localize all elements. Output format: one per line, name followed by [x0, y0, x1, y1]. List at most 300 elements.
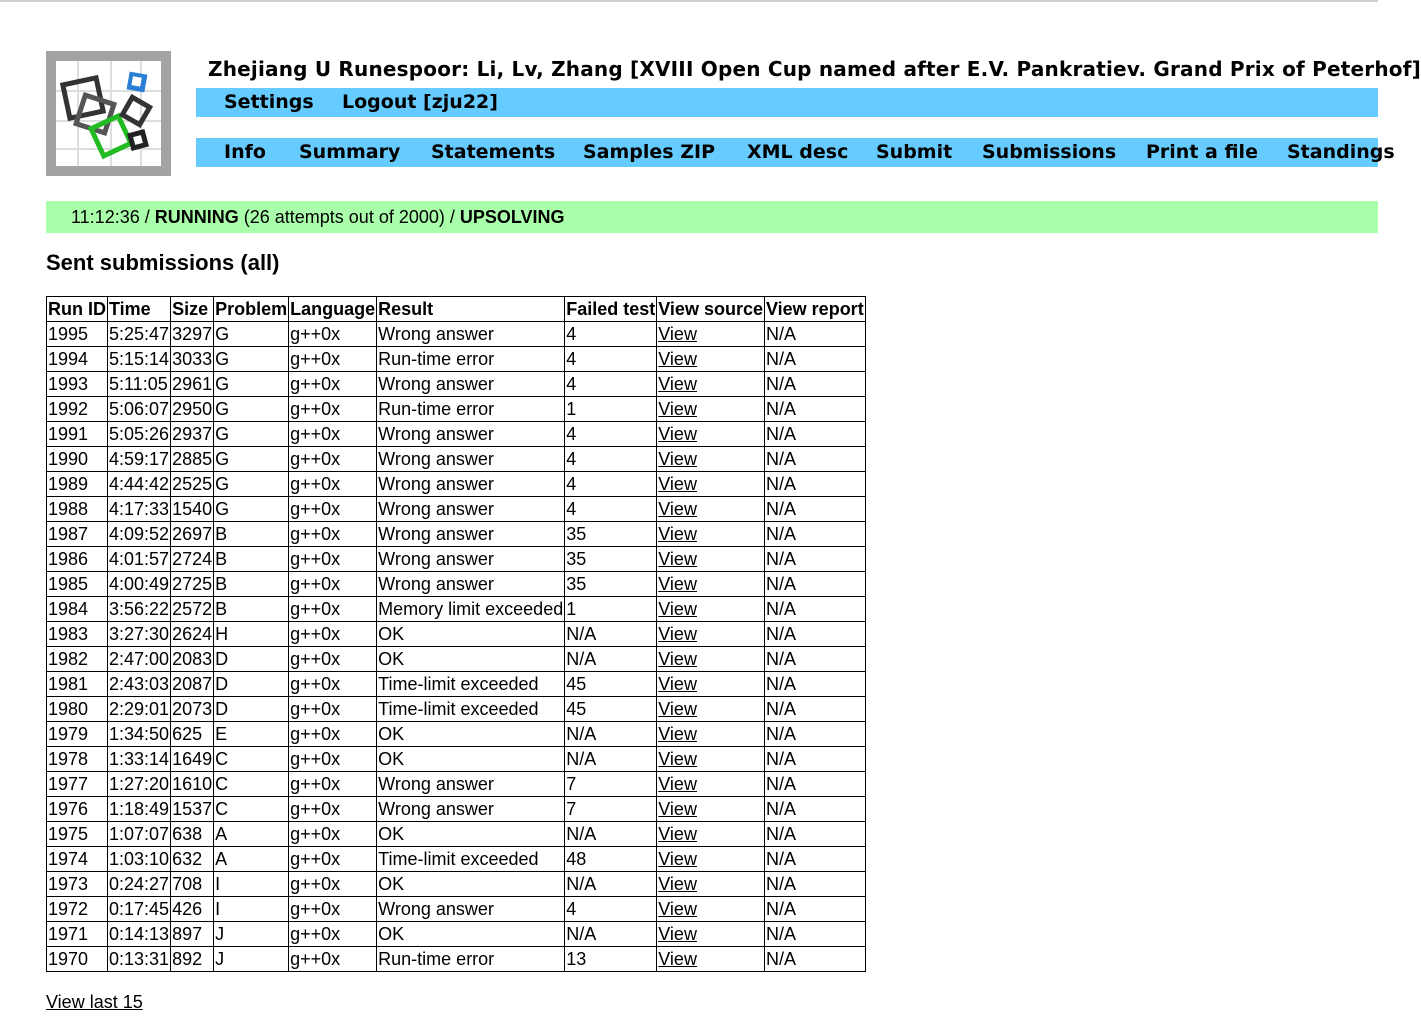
- view-source-link[interactable]: View: [658, 523, 697, 544]
- main-nav: [196, 138, 1395, 167]
- view-report-cell: N/A: [764, 822, 865, 847]
- result-cell: Wrong answer: [377, 547, 565, 572]
- run-id-cell: 1985: [47, 572, 108, 597]
- view-report-cell: N/A: [764, 922, 865, 947]
- result-cell: Time-limit exceeded: [377, 697, 565, 722]
- view-source-link[interactable]: View: [658, 848, 697, 869]
- problem-cell: B: [214, 597, 289, 622]
- failed-test-cell: 45: [565, 672, 657, 697]
- table-row: [47, 647, 866, 672]
- table-row: [47, 597, 866, 622]
- result-cell: Run-time error: [377, 397, 565, 422]
- result-cell: Time-limit exceeded: [377, 672, 565, 697]
- problem-cell: E: [214, 722, 289, 747]
- contest-title: Zhejiang U Runespoor: Li, Lv, Zhang [XVIII Open Cup named after E.V. Pankratiev. Grand Prix of Peterhof]: [208, 57, 1421, 81]
- result-cell: Wrong answer: [377, 897, 565, 922]
- time-cell: 4:59:17: [108, 447, 171, 472]
- problem-cell: I: [214, 872, 289, 897]
- contest-state: RUNNING: [154, 207, 239, 227]
- time-cell: 1:33:14: [108, 747, 171, 772]
- result-cell: OK: [377, 922, 565, 947]
- language-cell: g++0x: [289, 947, 377, 972]
- time-cell: 5:15:14: [108, 347, 171, 372]
- problem-cell: G: [214, 372, 289, 397]
- run-id-cell: 1972: [47, 897, 108, 922]
- view-source-link[interactable]: View: [658, 648, 697, 669]
- language-cell: g++0x: [289, 347, 377, 372]
- table-row: [47, 347, 866, 372]
- result-cell: Run-time error: [377, 947, 565, 972]
- failed-test-cell: 4: [565, 422, 657, 447]
- size-cell: 2724: [171, 547, 214, 572]
- time-cell: 0:17:45: [108, 897, 171, 922]
- size-cell: 1540: [171, 497, 214, 522]
- problem-cell: G: [214, 322, 289, 347]
- failed-test-cell: 4: [565, 447, 657, 472]
- view-source-cell: [657, 472, 765, 497]
- run-id-cell: 1974: [47, 847, 108, 872]
- problem-cell: I: [214, 897, 289, 922]
- run-id-cell: 1981: [47, 672, 108, 697]
- col-run-id: Run ID: [47, 297, 108, 322]
- col-language: Language: [289, 297, 377, 322]
- result-cell: OK: [377, 872, 565, 897]
- table-row: [47, 422, 866, 447]
- run-id-cell: 1980: [47, 697, 108, 722]
- failed-test-cell: 4: [565, 497, 657, 522]
- view-source-cell: [657, 847, 765, 872]
- size-cell: 2885: [171, 447, 214, 472]
- server-time: 11:12:36: [71, 207, 140, 227]
- language-cell: g++0x: [289, 472, 377, 497]
- view-source-link[interactable]: View: [658, 748, 697, 769]
- view-report-cell: N/A: [764, 672, 865, 697]
- view-report-cell: N/A: [764, 322, 865, 347]
- view-source-cell: [657, 822, 765, 847]
- failed-test-cell: 4: [565, 897, 657, 922]
- page-title: Sent submissions (all): [46, 250, 280, 275]
- failed-test-cell: 35: [565, 572, 657, 597]
- language-cell: g++0x: [289, 572, 377, 597]
- language-cell: g++0x: [289, 897, 377, 922]
- failed-test-cell: N/A: [565, 722, 657, 747]
- view-source-link[interactable]: View: [658, 723, 697, 744]
- time-cell: 2:43:03: [108, 672, 171, 697]
- contest-status-bar: [46, 201, 1378, 233]
- view-source-cell: [657, 722, 765, 747]
- time-cell: 3:27:30: [108, 622, 171, 647]
- time-cell: 1:27:20: [108, 772, 171, 797]
- size-cell: 2624: [171, 622, 214, 647]
- run-id-cell: 1993: [47, 372, 108, 397]
- run-id-cell: 1992: [47, 397, 108, 422]
- table-row: [47, 397, 866, 422]
- nav-submit[interactable]: Submit: [876, 141, 953, 163]
- language-cell: g++0x: [289, 722, 377, 747]
- run-id-cell: 1973: [47, 872, 108, 897]
- view-report-cell: N/A: [764, 772, 865, 797]
- problem-cell: J: [214, 922, 289, 947]
- failed-test-cell: 45: [565, 697, 657, 722]
- size-cell: 1610: [171, 772, 214, 797]
- table-row: [47, 872, 866, 897]
- time-cell: 0:13:31: [108, 947, 171, 972]
- nav-submissions[interactable]: Submissions: [982, 141, 1117, 163]
- nav-xml-desc[interactable]: XML desc: [747, 141, 849, 163]
- col-result: Result: [377, 297, 565, 322]
- table-row: [47, 772, 866, 797]
- language-cell: g++0x: [289, 397, 377, 422]
- view-report-cell: N/A: [764, 547, 865, 572]
- run-id-cell: 1977: [47, 772, 108, 797]
- failed-test-cell: 7: [565, 797, 657, 822]
- failed-test-cell: 4: [565, 372, 657, 397]
- time-cell: 4:44:42: [108, 472, 171, 497]
- size-cell: 625: [171, 722, 214, 747]
- view-source-link[interactable]: View: [658, 923, 697, 944]
- table-row: [47, 822, 866, 847]
- language-cell: g++0x: [289, 322, 377, 347]
- problem-cell: B: [214, 522, 289, 547]
- view-report-cell: N/A: [764, 347, 865, 372]
- table-row: [47, 747, 866, 772]
- run-id-cell: 1975: [47, 822, 108, 847]
- col-view-source: View source: [657, 297, 765, 322]
- view-source-cell: [657, 797, 765, 822]
- time-cell: 0:14:13: [108, 922, 171, 947]
- failed-test-cell: N/A: [565, 922, 657, 947]
- problem-cell: D: [214, 672, 289, 697]
- view-report-cell: N/A: [764, 572, 865, 597]
- problem-cell: B: [214, 572, 289, 597]
- failed-test-cell: 4: [565, 472, 657, 497]
- problem-cell: G: [214, 472, 289, 497]
- col-problem: Problem: [214, 297, 289, 322]
- language-cell: g++0x: [289, 672, 377, 697]
- table-row: [47, 697, 866, 722]
- view-source-cell: [657, 772, 765, 797]
- failed-test-cell: N/A: [565, 747, 657, 772]
- view-source-link[interactable]: View: [658, 873, 697, 894]
- language-cell: g++0x: [289, 872, 377, 897]
- problem-cell: A: [214, 822, 289, 847]
- nav-statements[interactable]: Statements: [431, 141, 556, 163]
- view-source-cell: [657, 697, 765, 722]
- table-row: [47, 372, 866, 397]
- language-cell: g++0x: [289, 772, 377, 797]
- view-source-cell: [657, 372, 765, 397]
- result-cell: OK: [377, 722, 565, 747]
- problem-cell: D: [214, 647, 289, 672]
- run-id-cell: 1971: [47, 922, 108, 947]
- problem-cell: H: [214, 622, 289, 647]
- table-row: [47, 622, 866, 647]
- time-cell: 1:18:49: [108, 797, 171, 822]
- view-source-link[interactable]: View: [658, 598, 697, 619]
- time-cell: 5:05:26: [108, 422, 171, 447]
- nav-print-file[interactable]: Print a file: [1146, 141, 1258, 163]
- col-time: Time: [108, 297, 171, 322]
- problem-cell: C: [214, 772, 289, 797]
- result-cell: Wrong answer: [377, 447, 565, 472]
- language-cell: g++0x: [289, 647, 377, 672]
- size-cell: 3033: [171, 347, 214, 372]
- top-border: [0, 0, 1378, 2]
- run-id-cell: 1986: [47, 547, 108, 572]
- view-source-link[interactable]: View: [658, 423, 697, 444]
- run-id-cell: 1991: [47, 422, 108, 447]
- run-id-cell: 1976: [47, 797, 108, 822]
- result-cell: Wrong answer: [377, 472, 565, 497]
- run-id-cell: 1983: [47, 622, 108, 647]
- table-row: [47, 847, 866, 872]
- view-source-link[interactable]: View: [658, 548, 697, 569]
- view-report-cell: N/A: [764, 872, 865, 897]
- failed-test-cell: N/A: [565, 622, 657, 647]
- language-cell: g++0x: [289, 447, 377, 472]
- table-row: [47, 447, 866, 472]
- table-row: [47, 322, 866, 347]
- table-row: [47, 522, 866, 547]
- view-report-cell: N/A: [764, 472, 865, 497]
- size-cell: 2725: [171, 572, 214, 597]
- language-cell: g++0x: [289, 372, 377, 397]
- view-source-link[interactable]: View: [658, 448, 697, 469]
- view-report-cell: N/A: [764, 697, 865, 722]
- time-cell: 4:01:57: [108, 547, 171, 572]
- view-source-cell: [657, 322, 765, 347]
- language-cell: g++0x: [289, 622, 377, 647]
- view-report-cell: N/A: [764, 497, 865, 522]
- problem-cell: B: [214, 547, 289, 572]
- failed-test-cell: 13: [565, 947, 657, 972]
- language-cell: g++0x: [289, 697, 377, 722]
- result-cell: OK: [377, 822, 565, 847]
- run-id-cell: 1989: [47, 472, 108, 497]
- problem-cell: G: [214, 347, 289, 372]
- failed-test-cell: 1: [565, 397, 657, 422]
- size-cell: 1537: [171, 797, 214, 822]
- size-cell: 638: [171, 822, 214, 847]
- failed-test-cell: N/A: [565, 872, 657, 897]
- size-cell: 2073: [171, 697, 214, 722]
- table-row: [47, 922, 866, 947]
- run-id-cell: 1978: [47, 747, 108, 772]
- failed-test-cell: 4: [565, 347, 657, 372]
- view-report-cell: N/A: [764, 797, 865, 822]
- view-report-cell: N/A: [764, 947, 865, 972]
- result-cell: Time-limit exceeded: [377, 847, 565, 872]
- view-source-link[interactable]: View: [658, 323, 697, 344]
- view-source-link[interactable]: View: [658, 398, 697, 419]
- table-row: [47, 572, 866, 597]
- view-report-cell: N/A: [764, 747, 865, 772]
- view-source-link[interactable]: View: [658, 948, 697, 969]
- view-source-link[interactable]: View: [658, 673, 697, 694]
- time-cell: 1:03:10: [108, 847, 171, 872]
- status-separator: /: [139, 207, 155, 227]
- problem-cell: J: [214, 947, 289, 972]
- language-cell: g++0x: [289, 422, 377, 447]
- col-size: Size: [171, 297, 214, 322]
- time-cell: 2:47:00: [108, 647, 171, 672]
- language-cell: g++0x: [289, 497, 377, 522]
- size-cell: 2961: [171, 372, 214, 397]
- view-source-cell: [657, 497, 765, 522]
- view-source-link[interactable]: View: [658, 498, 697, 519]
- failed-test-cell: 35: [565, 547, 657, 572]
- view-report-cell: N/A: [764, 647, 865, 672]
- result-cell: Wrong answer: [377, 322, 565, 347]
- view-source-cell: [657, 622, 765, 647]
- nav-samples-zip[interactable]: Samples ZIP: [583, 141, 715, 163]
- view-source-cell: [657, 422, 765, 447]
- view-source-cell: [657, 547, 765, 572]
- failed-test-cell: 48: [565, 847, 657, 872]
- view-source-cell: [657, 522, 765, 547]
- size-cell: 2083: [171, 647, 214, 672]
- view-source-link[interactable]: View: [658, 773, 697, 794]
- table-row: [47, 797, 866, 822]
- submissions-table-body: [47, 322, 866, 972]
- size-cell: 2087: [171, 672, 214, 697]
- col-failed-test: Failed test: [565, 297, 657, 322]
- size-cell: 2525: [171, 472, 214, 497]
- view-report-cell: N/A: [764, 597, 865, 622]
- result-cell: OK: [377, 622, 565, 647]
- view-source-cell: [657, 747, 765, 772]
- language-cell: g++0x: [289, 522, 377, 547]
- view-report-cell: N/A: [764, 622, 865, 647]
- run-id-cell: 1979: [47, 722, 108, 747]
- size-cell: 426: [171, 897, 214, 922]
- table-header-row: [47, 297, 866, 322]
- view-source-cell: [657, 672, 765, 697]
- view-source-cell: [657, 347, 765, 372]
- result-cell: OK: [377, 647, 565, 672]
- result-cell: Wrong answer: [377, 497, 565, 522]
- view-report-cell: N/A: [764, 447, 865, 472]
- failed-test-cell: N/A: [565, 647, 657, 672]
- col-view-report: View report: [764, 297, 865, 322]
- result-cell: Wrong answer: [377, 797, 565, 822]
- nav-summary[interactable]: Summary: [299, 141, 401, 163]
- view-source-link[interactable]: View: [658, 623, 697, 644]
- view-report-cell: N/A: [764, 722, 865, 747]
- size-cell: 2950: [171, 397, 214, 422]
- problem-cell: C: [214, 797, 289, 822]
- problem-cell: C: [214, 747, 289, 772]
- failed-test-cell: 35: [565, 522, 657, 547]
- view-report-cell: N/A: [764, 422, 865, 447]
- logo-image: [56, 61, 161, 166]
- time-cell: 1:07:07: [108, 822, 171, 847]
- view-report-cell: N/A: [764, 897, 865, 922]
- view-source-cell: [657, 397, 765, 422]
- result-cell: Wrong answer: [377, 372, 565, 397]
- view-source-link[interactable]: View: [658, 373, 697, 394]
- failed-test-cell: N/A: [565, 822, 657, 847]
- view-source-link[interactable]: View: [658, 573, 697, 594]
- size-cell: 632: [171, 847, 214, 872]
- view-source-link[interactable]: View: [658, 823, 697, 844]
- ejudge-logo: [46, 51, 171, 176]
- account-menu: [196, 88, 1378, 117]
- problem-cell: G: [214, 397, 289, 422]
- view-source-cell: [657, 572, 765, 597]
- table-row: [47, 497, 866, 522]
- view-source-link[interactable]: View: [658, 798, 697, 819]
- run-id-cell: 1982: [47, 647, 108, 672]
- time-cell: 5:11:05: [108, 372, 171, 397]
- time-cell: 2:29:01: [108, 697, 171, 722]
- result-cell: Run-time error: [377, 347, 565, 372]
- result-cell: Wrong answer: [377, 772, 565, 797]
- view-source-link[interactable]: View: [658, 473, 697, 494]
- nav-standings[interactable]: Standings: [1287, 141, 1395, 163]
- settings-link[interactable]: Settings: [224, 91, 314, 113]
- size-cell: 897: [171, 922, 214, 947]
- view-source-link[interactable]: View: [658, 698, 697, 719]
- run-id-cell: 1970: [47, 947, 108, 972]
- time-cell: 4:00:49: [108, 572, 171, 597]
- time-cell: 1:34:50: [108, 722, 171, 747]
- size-cell: 1649: [171, 747, 214, 772]
- problem-cell: G: [214, 422, 289, 447]
- failed-test-cell: 4: [565, 322, 657, 347]
- view-report-cell: N/A: [764, 847, 865, 872]
- table-row: [47, 472, 866, 497]
- view-source-cell: [657, 872, 765, 897]
- result-cell: OK: [377, 747, 565, 772]
- table-row: [47, 672, 866, 697]
- contest-mode: UPSOLVING: [459, 207, 565, 227]
- problem-cell: G: [214, 497, 289, 522]
- language-cell: g++0x: [289, 822, 377, 847]
- run-id-cell: 1984: [47, 597, 108, 622]
- run-id-cell: 1995: [47, 322, 108, 347]
- time-cell: 5:25:47: [108, 322, 171, 347]
- view-source-link[interactable]: View: [658, 898, 697, 919]
- nav-info[interactable]: Info: [224, 141, 266, 163]
- size-cell: 2937: [171, 422, 214, 447]
- view-last-15-link[interactable]: View last 15: [46, 992, 143, 1012]
- size-cell: 2572: [171, 597, 214, 622]
- attempts-count: (26 attempts out of 2000) /: [238, 207, 460, 227]
- view-report-cell: N/A: [764, 522, 865, 547]
- size-cell: 708: [171, 872, 214, 897]
- table-row: [47, 897, 866, 922]
- run-id-cell: 1990: [47, 447, 108, 472]
- language-cell: g++0x: [289, 747, 377, 772]
- time-cell: 5:06:07: [108, 397, 171, 422]
- view-report-cell: N/A: [764, 397, 865, 422]
- submissions-table: [46, 296, 866, 972]
- language-cell: g++0x: [289, 797, 377, 822]
- size-cell: 2697: [171, 522, 214, 547]
- time-cell: 3:56:22: [108, 597, 171, 622]
- view-source-cell: [657, 922, 765, 947]
- view-source-link[interactable]: View: [658, 348, 697, 369]
- language-cell: g++0x: [289, 597, 377, 622]
- view-source-cell: [657, 947, 765, 972]
- result-cell: Wrong answer: [377, 422, 565, 447]
- size-cell: 3297: [171, 322, 214, 347]
- problem-cell: A: [214, 847, 289, 872]
- logout-link[interactable]: Logout [zju22]: [342, 91, 498, 113]
- status-line: [46, 207, 565, 227]
- failed-test-cell: 7: [565, 772, 657, 797]
